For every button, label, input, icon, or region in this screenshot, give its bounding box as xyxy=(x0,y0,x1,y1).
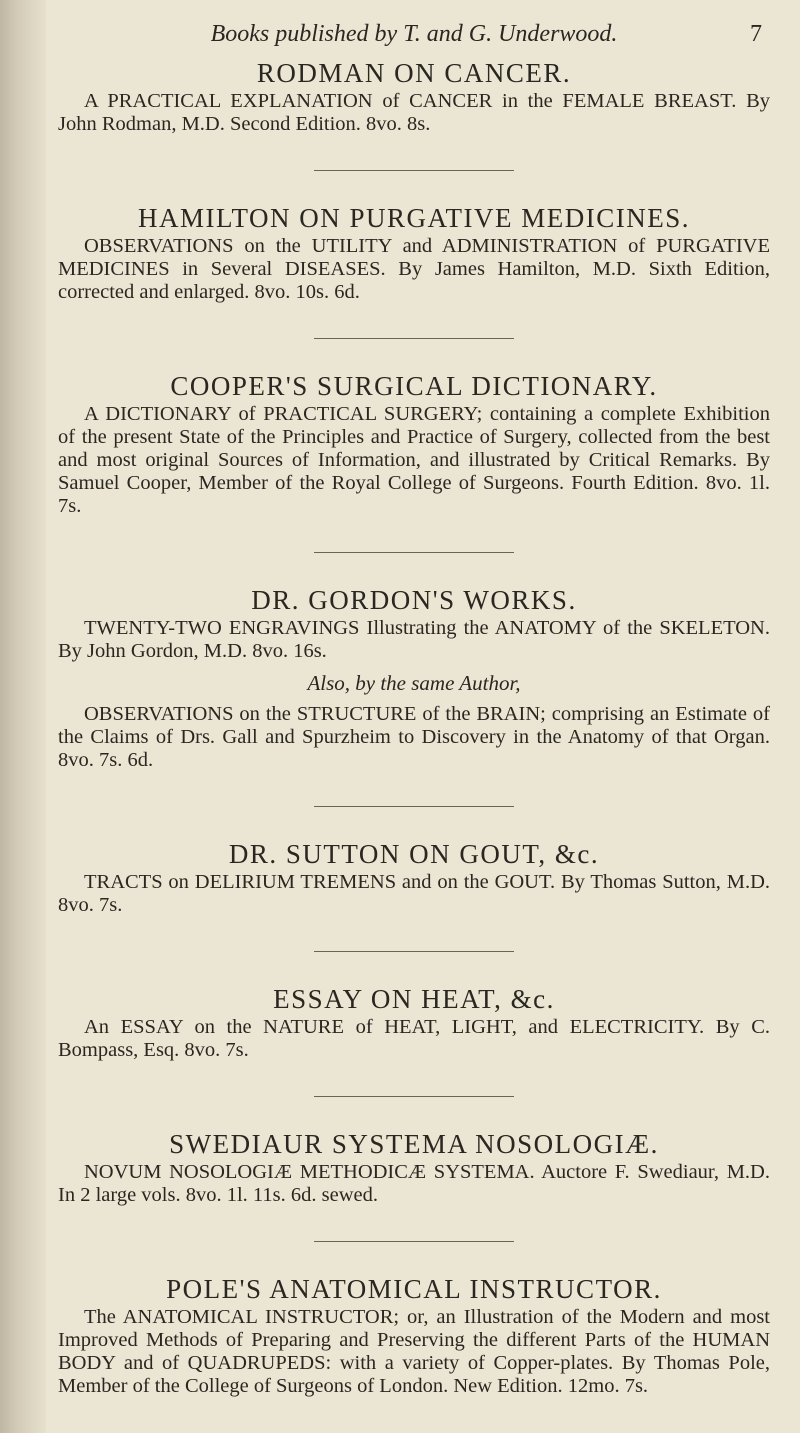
book-entry-gordon xyxy=(58,583,770,772)
entry-description-second: OBSERVATIONS on the STRUCTURE of the BRAIN; comprising an Estimate of the Claims of Drs. Gall and Spurzheim to Discovery in the Anatomy of that Organ. 8vo. 7s. 6d. xyxy=(58,703,770,771)
entry-description: OBSERVATIONS on the UTILITY and ADMINISTRATION of PURGATIVE MEDICINES in Several DISEASES. By James Hamilton, M.D. Sixth Edition, corrected and enlarged. 8vo. 10s. 6d. xyxy=(58,235,770,303)
entry-heading: DR. SUTTON ON GOUT, &c. xyxy=(228,839,600,869)
also-by-author-note: Also, by the same Author, xyxy=(307,671,521,695)
entry-heading: RODMAN ON CANCER. xyxy=(256,58,572,88)
page-number: 7 xyxy=(750,21,762,47)
section-divider xyxy=(314,1096,514,1097)
entry-heading: SWEDIAUR SYSTEMA NOSOLOGIÆ. xyxy=(169,1129,659,1159)
entry-heading: HAMILTON ON PURGATIVE MEDICINES. xyxy=(137,203,690,233)
book-entry-cooper xyxy=(58,369,770,518)
section-divider xyxy=(314,552,514,553)
entry-description: A DICTIONARY of PRACTICAL SURGERY; containing a complete Exhibition of the present State of the Principles and Practice of Surgery, collected from the best and most original Sources of Information, and illustrated by Critical Remarks. By Samuel Cooper, Member of the Royal College of Surgeons. Fourth Edition. 8vo. 1l. 7s. xyxy=(58,403,770,517)
entry-description: TRACTS on DELIRIUM TREMENS and on the GOUT. By Thomas Sutton, M.D. 8vo. 7s. xyxy=(58,871,770,916)
entry-description: The ANATOMICAL INSTRUCTOR; or, an Illustration of the Modern and most Improved Methods of Preparing and Preserving the different Parts of the HUMAN BODY and of QUADRUPEDS: with a variety of Copper-plates. By Thomas Pole, Member of the College of Surgeons of London. New Edition. 12mo. 7s. xyxy=(58,1306,770,1397)
section-divider xyxy=(314,951,514,952)
book-entry-heat-essay xyxy=(58,982,770,1062)
book-entry-sutton xyxy=(58,837,770,917)
catalogue-page xyxy=(58,14,770,1398)
section-divider xyxy=(314,170,514,171)
entry-description: TWENTY-TWO ENGRAVINGS Illustrating the ANATOMY of the SKELETON. By John Gordon, M.D. 8vo. 16s. xyxy=(58,617,770,662)
book-entry-swediaur xyxy=(58,1127,770,1207)
entry-heading: DR. GORDON'S WORKS. xyxy=(251,585,577,615)
running-header xyxy=(58,14,770,54)
section-divider xyxy=(314,1241,514,1242)
book-entry-hamilton xyxy=(58,201,770,304)
entry-description: A PRACTICAL EXPLANATION of CANCER in the FEMALE BREAST. By John Rodman, M.D. Second Edition. 8vo. 8s. xyxy=(58,90,770,135)
page-gutter-shadow xyxy=(0,0,46,1433)
entry-heading: ESSAY ON HEAT, &c. xyxy=(273,984,555,1014)
entry-heading: COOPER'S SURGICAL DICTIONARY. xyxy=(170,371,658,401)
book-entry-pole xyxy=(58,1272,770,1398)
section-divider xyxy=(314,806,514,807)
entry-description: NOVUM NOSOLOGIÆ METHODICÆ SYSTEMA. Auctore F. Swediaur, M.D. In 2 large vols. 8vo. 1l. 11s. 6d. sewed. xyxy=(58,1161,770,1206)
entry-heading: POLE'S ANATOMICAL INSTRUCTOR. xyxy=(166,1274,662,1304)
entry-description: An ESSAY on the NATURE of HEAT, LIGHT, and ELECTRICITY. By C. Bompass, Esq. 8vo. 7s. xyxy=(58,1016,770,1061)
book-entry-rodman xyxy=(58,56,770,136)
section-divider xyxy=(314,338,514,339)
header-title: Books published by T. and G. Underwood. xyxy=(210,21,618,47)
